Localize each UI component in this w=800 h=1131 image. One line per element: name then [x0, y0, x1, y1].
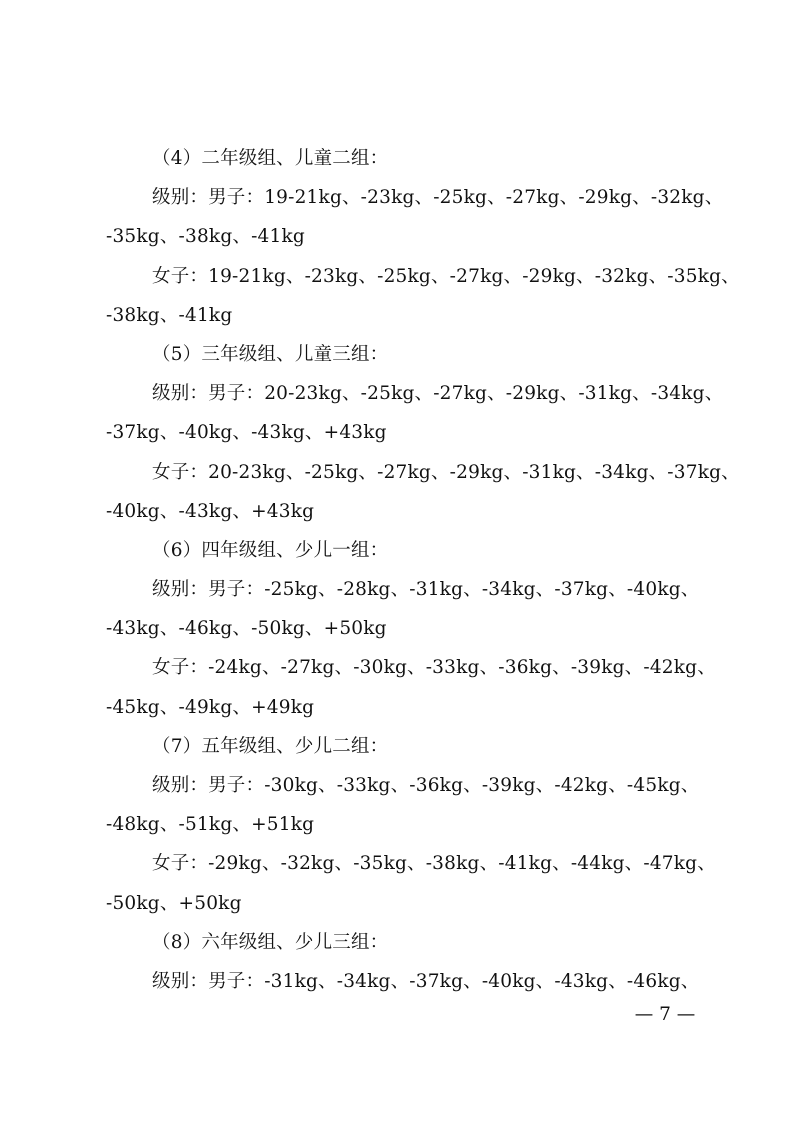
weight-class-line: 级别：男子：20-23kg、-25kg、-27kg、-29kg、-31kg、-34kg、: [152, 383, 724, 405]
weight-class-line: -35kg、-38kg、-41kg: [106, 226, 305, 248]
weight-class-line: 女子：19-21kg、-23kg、-25kg、-27kg、-29kg、-32kg、-35kg、: [152, 265, 740, 287]
section-heading-5: （5）三年级组、儿童三组：: [152, 343, 389, 365]
weight-class-line: -38kg、-41kg: [106, 304, 233, 326]
section-heading-8: （8）六年级组、少儿三组：: [152, 931, 389, 953]
weight-class-line: 女子：-24kg、-27kg、-30kg、-33kg、-36kg、-39kg、-42kg、: [152, 657, 716, 679]
weight-class-line: 级别：男子：-25kg、-28kg、-31kg、-34kg、-37kg、-40kg、: [152, 579, 700, 601]
section-heading-6: （6）四年级组、少儿一组：: [152, 539, 389, 561]
section-heading-7: （7）五年级组、少儿二组：: [152, 735, 389, 757]
weight-class-line: -50kg、+50kg: [106, 892, 242, 914]
weight-class-line: -37kg、-40kg、-43kg、+43kg: [106, 422, 387, 444]
weight-class-line: -45kg、-49kg、+49kg: [106, 696, 315, 718]
weight-class-line: 级别：男子：-30kg、-33kg、-36kg、-39kg、-42kg、-45kg、: [152, 775, 700, 796]
weight-class-line: -43kg、-46kg、-50kg、+50kg: [106, 618, 387, 640]
weight-class-line: 女子：20-23kg、-25kg、-27kg、-29kg、-31kg、-34kg、-37kg、: [152, 461, 740, 483]
weight-class-line: 女子：-29kg、-32kg、-35kg、-38kg、-41kg、-44kg、-47kg、: [152, 853, 716, 875]
weight-class-line: -48kg、-51kg、+51kg: [106, 814, 315, 836]
page-number: — 7 —: [634, 1004, 696, 1025]
weight-class-line: -40kg、-43kg、+43kg: [106, 500, 315, 522]
document-body: [106, 139, 740, 1001]
section-heading-4: （4）二年级组、儿童二组：: [152, 148, 389, 169]
weight-class-line: 级别：男子：19-21kg、-23kg、-25kg、-27kg、-29kg、-32kg、: [152, 187, 724, 209]
weight-class-line: 级别：男子：-31kg、-34kg、-37kg、-40kg、-43kg、-46kg、: [152, 970, 700, 992]
